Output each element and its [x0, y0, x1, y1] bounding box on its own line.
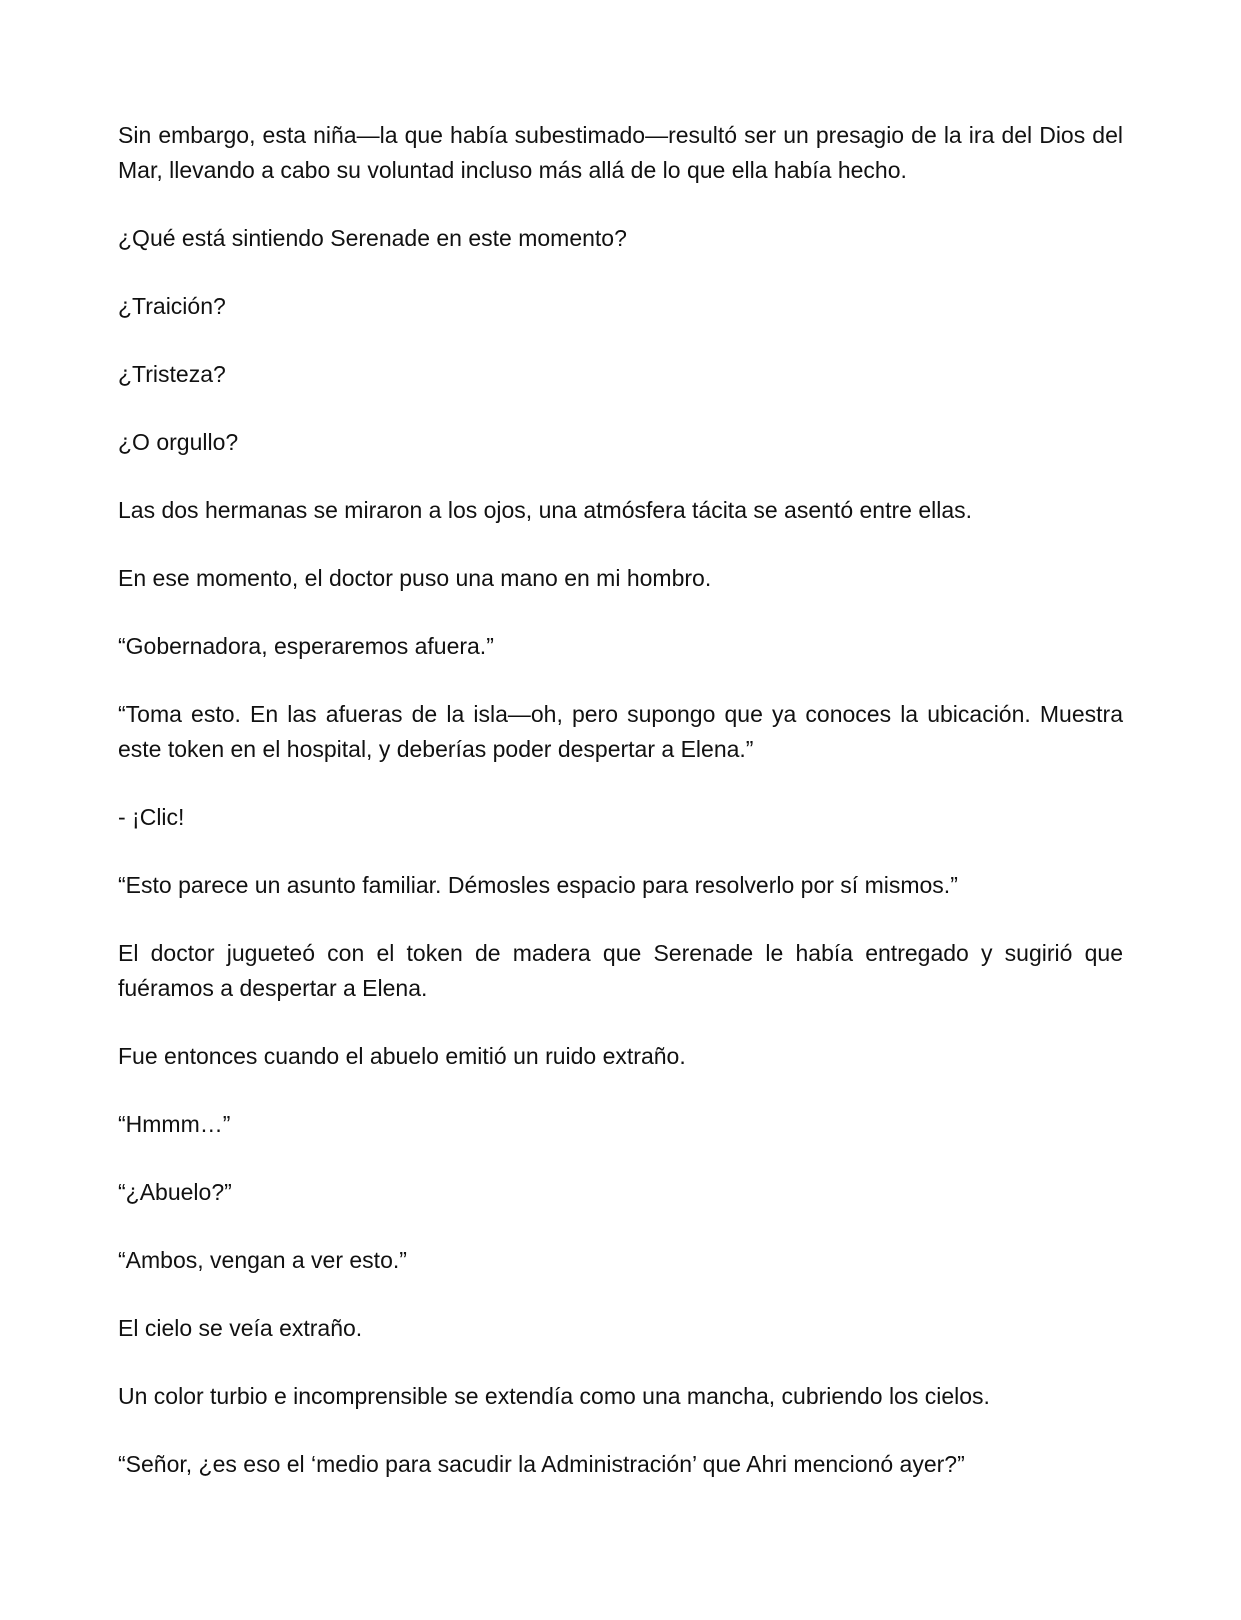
paragraph: Sin embargo, esta niña—la que había subestimado—resultó ser un presagio de la ira del Dios del Mar, llevando a cabo su voluntad incluso más allá de lo que ella había hecho. [118, 122, 1123, 183]
paragraph: Un color turbio e incomprensible se extendía como una mancha, cubriendo los cielos. [118, 1383, 990, 1409]
paragraph: ¿O orgullo? [118, 429, 239, 455]
paragraph: “Gobernadora, esperaremos afuera.” [118, 633, 494, 659]
paragraph: ¿Traición? [118, 293, 226, 319]
paragraph: El cielo se veía extraño. [118, 1315, 363, 1341]
paragraph: ¿Qué está sintiendo Serenade en este momento? [118, 225, 627, 251]
document-body [118, 118, 1123, 1515]
paragraph: - ¡Clic! [118, 804, 185, 830]
paragraph: “Señor, ¿es eso el ‘medio para sacudir la Administración’ que Ahri mencionó ayer?” [118, 1451, 965, 1477]
paragraph: “Toma esto. En las afueras de la isla—oh, pero supongo que ya conoces la ubicación. Muestra este token en el hospital, y deberías poder despertar a Elena.” [118, 701, 1123, 762]
paragraph: “Ambos, vengan a ver esto.” [118, 1247, 407, 1273]
paragraph: En ese momento, el doctor puso una mano en mi hombro. [118, 565, 712, 591]
paragraph: “¿Abuelo?” [118, 1179, 232, 1205]
paragraph: El doctor jugueteó con el token de madera que Serenade le había entregado y sugirió que fuéramos a despertar a Elena. [118, 940, 1123, 1001]
paragraph: Las dos hermanas se miraron a los ojos, una atmósfera tácita se asentó entre ellas. [118, 497, 973, 523]
paragraph: Fue entonces cuando el abuelo emitió un ruido extraño. [118, 1043, 686, 1069]
paragraph: “Esto parece un asunto familiar. Démosles espacio para resolverlo por sí mismos.” [118, 872, 958, 898]
paragraph: “Hmmm…” [118, 1111, 231, 1137]
paragraph: ¿Tristeza? [118, 361, 226, 387]
